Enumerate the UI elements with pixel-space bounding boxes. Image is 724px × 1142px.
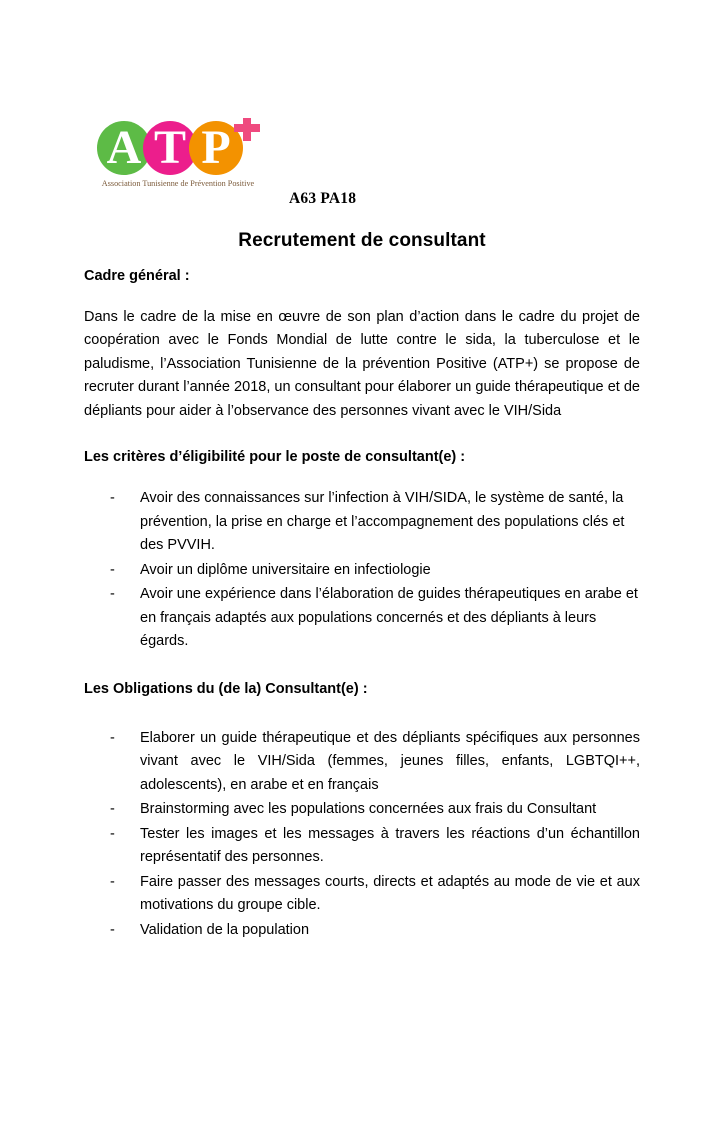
section-paragraph-cadre-general: Dans le cadre de la mise en œuvre de son plan d’action dans le cadre du projet de coopération avec le Fonds Mondial de lutte contre le sida, la tuberculose et le paludisme, l’Association Tunisienne de la prévention Positive (ATP+) se propose de recruter durant l’année 2018, un consultant pour élaborer un guide thérapeutique et de dépliants pour aider à l’observance des personnes vivant avec le VIH/Sida bbox=[84, 309, 640, 419]
list-item bbox=[110, 727, 640, 797]
svg-text:A: A bbox=[106, 121, 142, 174]
svg-text:T: T bbox=[153, 121, 187, 174]
list-item bbox=[110, 583, 640, 653]
section-heading-criteres-eligibilite: Les critères d’éligibilité pour le poste de consultant(e) : bbox=[84, 449, 466, 466]
list-item-text: Avoir une expérience dans l’élaboration de guides thérapeutiques en arabe et en français adaptés aux populations concernés et des dépliants à leurs égards. bbox=[140, 586, 638, 650]
list-item bbox=[110, 871, 640, 918]
dash-marker: - bbox=[110, 490, 115, 507]
list-item-text: Faire passer des messages courts, directs et adaptés au mode de vie et aux motivations du groupe cible. bbox=[140, 873, 640, 914]
dash-marker: - bbox=[110, 561, 115, 578]
list-item-text: Elaborer un guide thérapeutique et des dépliants spécifiques aux personnes vivant avec le VIH/Sida (femmes, jeunes filles, enfants, LGBTQI++, adolescents), en arabe et en français bbox=[140, 729, 640, 793]
dash-marker: - bbox=[110, 729, 115, 746]
list-item-text: Brainstorming avec les populations concernées aux frais du Consultant bbox=[140, 801, 597, 818]
list-item-text: Avoir des connaissances sur l’infection à VIH/SIDA, le système de santé, la prévention, la prise en charge et l’accompagnement des populations clés et des PVVIH. bbox=[140, 490, 625, 554]
atp-plus-logo bbox=[86, 118, 271, 198]
document-page bbox=[0, 118, 724, 1142]
obligations-list bbox=[84, 727, 640, 942]
dash-marker: - bbox=[110, 873, 115, 890]
dash-marker: - bbox=[110, 921, 115, 938]
page-title: Recrutement de consultant bbox=[238, 230, 486, 251]
dash-marker: - bbox=[110, 586, 115, 603]
list-item bbox=[110, 823, 640, 870]
section-heading-obligations: Les Obligations du (de la) Consultant(e) : bbox=[84, 680, 368, 697]
list-item bbox=[110, 559, 640, 582]
list-item bbox=[110, 487, 640, 557]
list-item bbox=[110, 798, 640, 821]
dash-marker: - bbox=[110, 801, 115, 818]
svg-text:P: P bbox=[201, 121, 231, 174]
list-item-text: Tester les images et les messages à travers les réactions d’un échantillon représentatif des personnes. bbox=[140, 825, 640, 866]
list-item-text: Avoir un diplôme universitaire en infectiologie bbox=[140, 561, 431, 578]
criteria-list bbox=[84, 487, 640, 653]
section-heading-cadre-general: Cadre général : bbox=[84, 268, 190, 284]
document-header bbox=[84, 118, 640, 251]
list-item-text: Validation de la population bbox=[140, 921, 310, 938]
dash-marker: - bbox=[110, 825, 115, 842]
svg-text:Association Tunisienne de Prév: Association Tunisienne de Prévention Positive bbox=[101, 179, 255, 188]
list-item bbox=[110, 919, 640, 942]
reference-code: A63 PA18 bbox=[289, 190, 357, 207]
